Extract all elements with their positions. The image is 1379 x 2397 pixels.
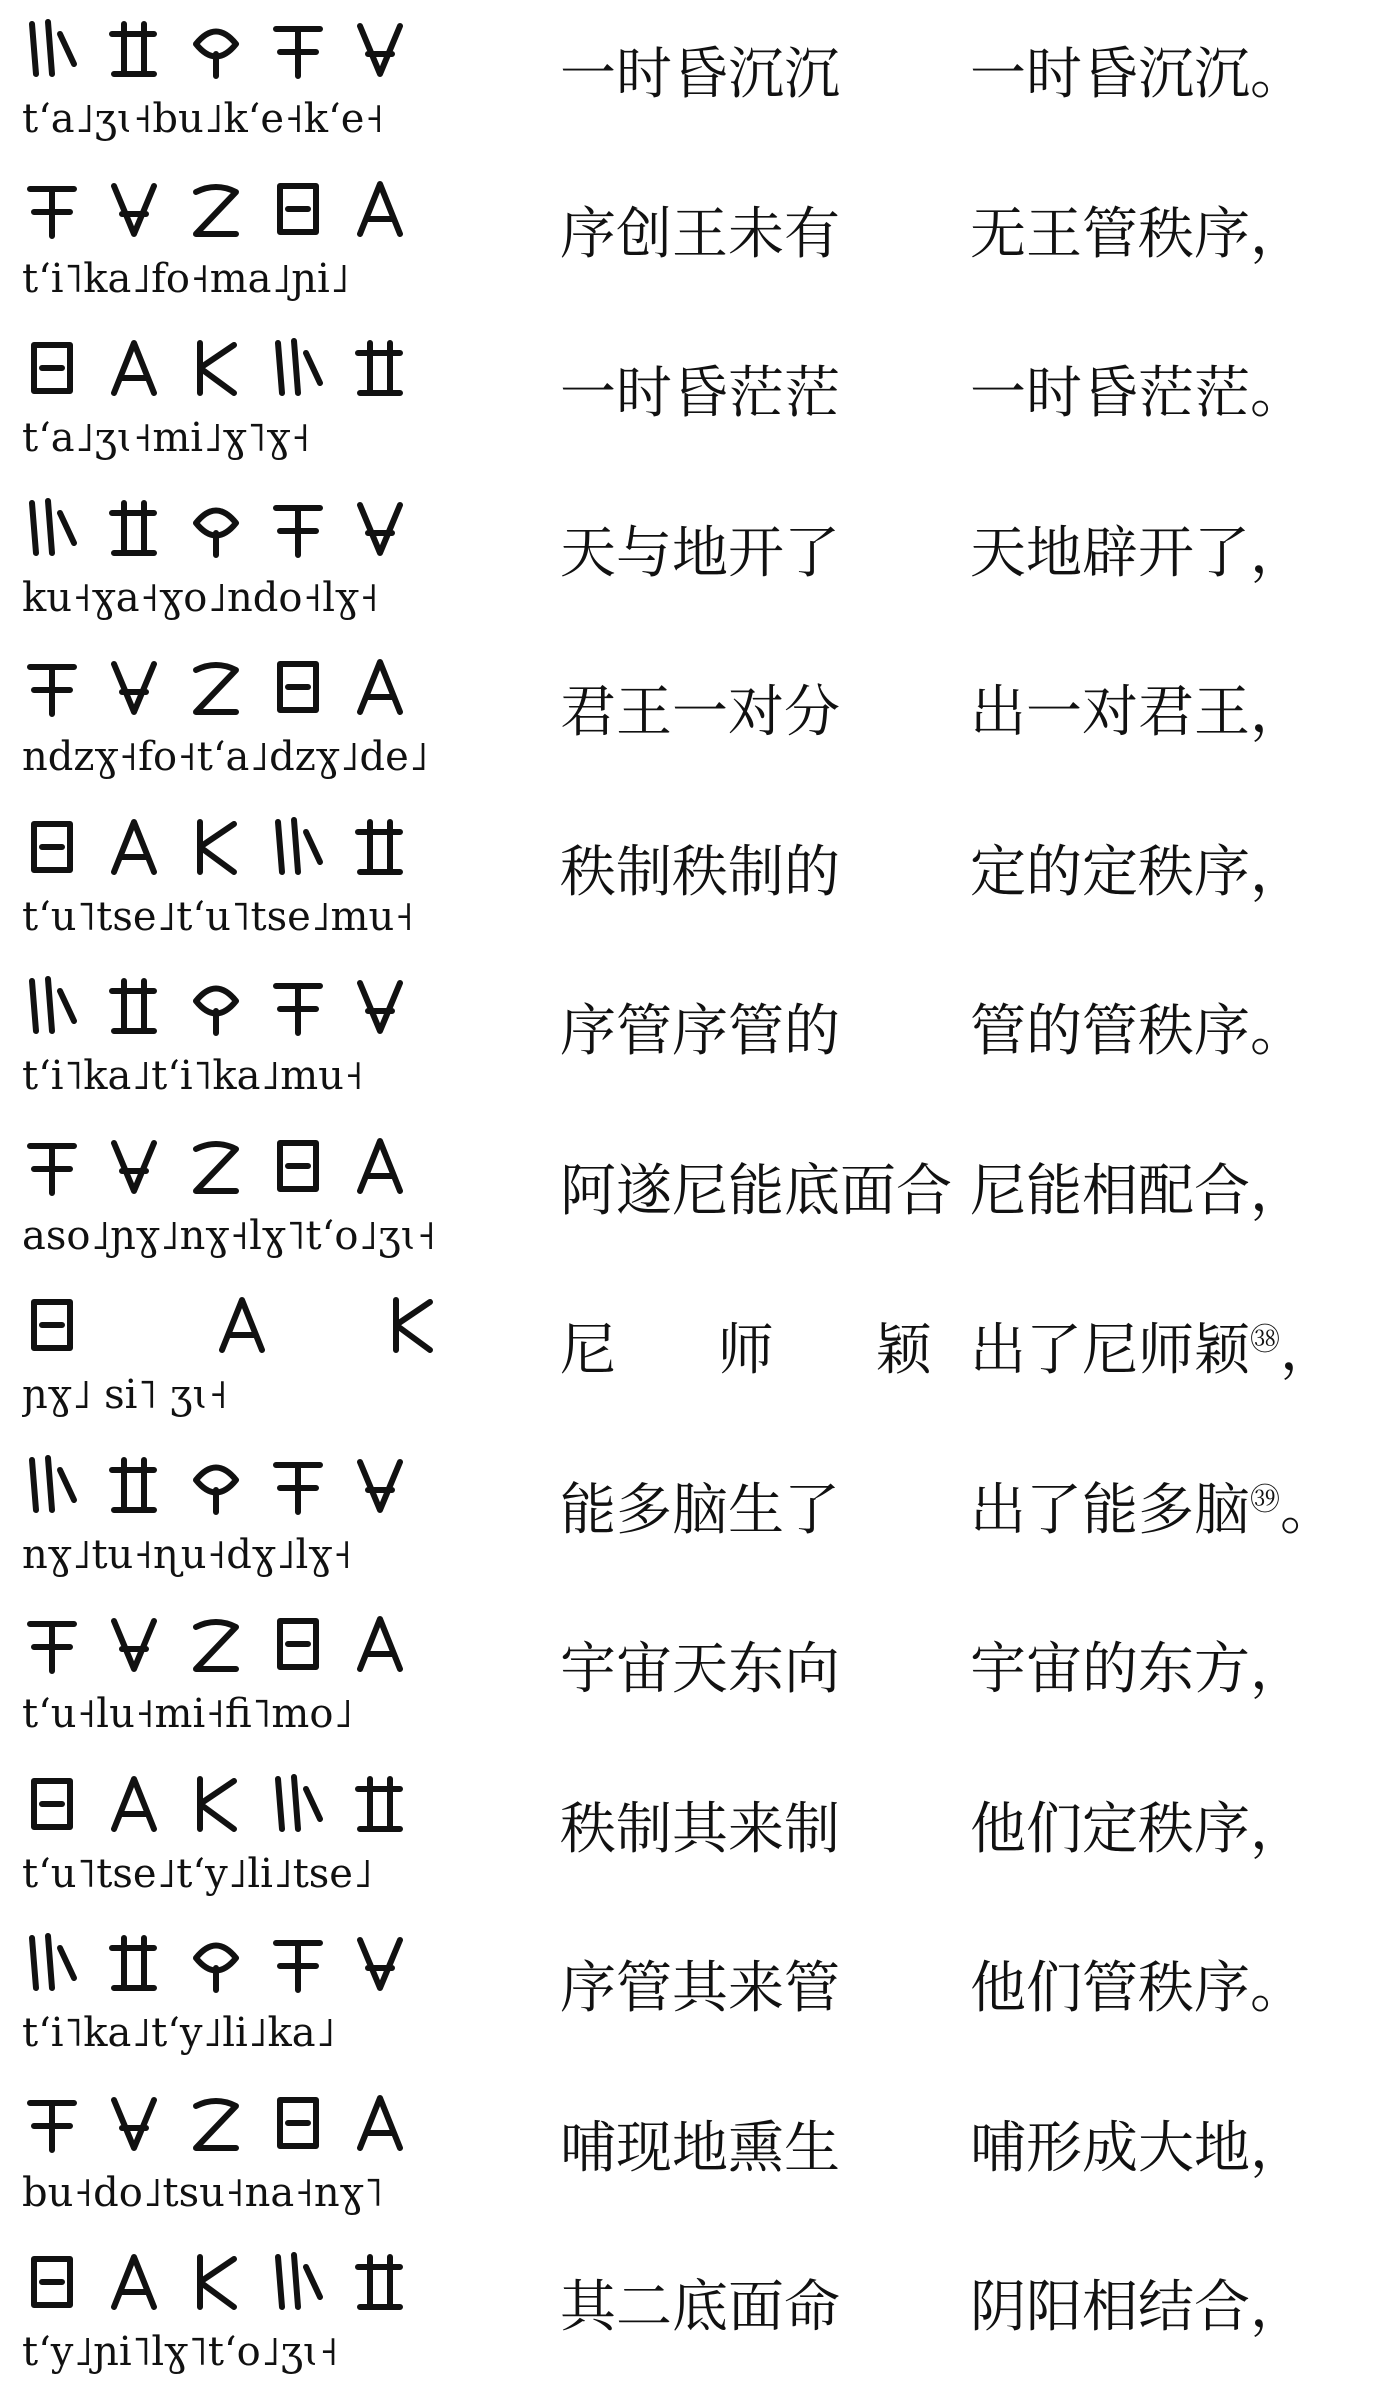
footnote-marker: ㊴ [1250, 1482, 1280, 1518]
yi-glyph-shape [114, 2100, 154, 2148]
translation-line [970, 678, 1370, 748]
yi-glyph-shape [278, 2255, 320, 2307]
translation-line [970, 997, 1370, 1067]
literal-gloss: 阿遂尼能底面合 [560, 1159, 952, 1224]
yi-glyph-shape [114, 1779, 154, 1829]
trailing-punctuation: 。 [1280, 1478, 1336, 1543]
yi-glyph-shape [196, 511, 236, 556]
literal-gloss: 一时昏沉沉 [560, 42, 840, 107]
literal-gloss: 秩制秩制的 [560, 840, 840, 905]
verse-row-6 [0, 798, 1379, 957]
romanization-text: tʻu˥tse˩tʻu˥tse˩mu˧ [22, 894, 414, 940]
yi-glyph-shape [360, 1141, 400, 1191]
translation-line [970, 2273, 1370, 2343]
yi-script-cell [22, 812, 452, 942]
translation-text: 他们管秩序。 [970, 1956, 1306, 2021]
literal-gloss: 尼 师 颖 [560, 1318, 974, 1383]
yi-glyph-shape [360, 1619, 400, 1669]
yi-glyph-shape [114, 186, 154, 234]
yi-glyph-shape [196, 665, 236, 712]
verse-row-5 [0, 638, 1379, 797]
translation-text: 天地辟开了， [970, 521, 1306, 586]
yi-glyph-shape [358, 822, 400, 872]
literal-gloss: 一时昏茫茫 [560, 361, 840, 426]
yi-script-cell [22, 1131, 452, 1261]
yi-glyph-shape [30, 667, 74, 714]
romanization-text: tʻa˩ʒɩ˧bu˩kʻe˧kʻe˧ [22, 96, 385, 142]
verse-row-2 [0, 160, 1379, 319]
yi-glyphs-image [22, 1290, 452, 1420]
translation-line [970, 1954, 1370, 2024]
yi-glyph-shape [196, 1144, 236, 1191]
verse-row-13 [0, 1914, 1379, 2073]
romanization-text: bu˧do˩tsu˧na˧nɣ˥ [22, 2170, 384, 2216]
verse-row-12 [0, 1755, 1379, 1914]
yi-glyph-shape [276, 1465, 320, 1512]
yi-glyph-shape [360, 184, 400, 234]
romanization-text: tʻi˥ka˩tʻi˥ka˩mu˧ [22, 1053, 364, 1099]
yi-script-cell [22, 1290, 452, 1420]
yi-script-cell [22, 333, 452, 463]
literal-gloss: 天与地开了 [560, 521, 840, 586]
yi-glyph-shape [360, 2098, 400, 2148]
translation-text: 尼能相配合， [970, 1159, 1306, 1224]
translation-line [970, 2114, 1370, 2184]
yi-glyphs-image [22, 174, 452, 304]
yi-glyph-shape [196, 2101, 236, 2148]
yi-glyph-shape [112, 981, 154, 1031]
verse-row-11 [0, 1595, 1379, 1754]
literal-gloss: 宇宙天东向 [560, 1637, 840, 1702]
literal-gloss: 秩制其来制 [560, 1797, 840, 1862]
verse-row-9 [0, 1276, 1379, 1435]
yi-glyph-shape [34, 2259, 70, 2305]
yi-script-cell [22, 2088, 452, 2218]
translation-text: 宇宙的东方， [970, 1637, 1306, 1702]
translation-text: 出了能多脑 [970, 1478, 1250, 1543]
translation-text: 他们定秩序， [970, 1797, 1306, 1862]
yi-script-cell [22, 493, 452, 623]
translation-text: 无王管秩序， [970, 202, 1306, 267]
yi-glyph-shape [278, 341, 320, 393]
literal-gloss: 其二底面命 [560, 2275, 840, 2340]
yi-glyph-shape [280, 186, 316, 232]
yi-script-cell [22, 1769, 452, 1899]
verse-row-10 [0, 1436, 1379, 1595]
yi-glyph-shape [196, 1946, 236, 1991]
translation-text: 出了尼师颖 [970, 1318, 1250, 1383]
yi-glyph-shape [114, 2257, 154, 2307]
yi-glyph-shape [276, 1943, 320, 1990]
translation-text: 管的管秩序。 [970, 999, 1306, 1064]
yi-script-cell [22, 14, 452, 144]
yi-script-cell [22, 174, 452, 304]
yi-glyph-shape [360, 505, 400, 553]
romanization-text: tʻu˥tse˩tʻy˩li˩tse˩ [22, 1851, 373, 1897]
verse-row-14 [0, 2074, 1379, 2233]
translation-line [970, 200, 1370, 270]
yi-glyph-shape [280, 2100, 316, 2146]
yi-glyphs-image [22, 812, 452, 942]
verse-row-15 [0, 2233, 1379, 2392]
yi-glyph-shape [200, 822, 234, 872]
translation-line [970, 1316, 1370, 1386]
yi-glyphs-image [22, 971, 452, 1101]
yi-glyph-shape [114, 1621, 154, 1669]
verse-row-8 [0, 1117, 1379, 1276]
yi-glyph-shape [32, 1936, 74, 1988]
yi-script-cell [22, 1928, 452, 2058]
romanization-text: nɣ˩tu˧ɳu˧dɣ˩lɣ˧ [22, 1532, 353, 1578]
yi-glyphs-image [22, 652, 452, 782]
yi-glyph-shape [280, 664, 316, 710]
yi-glyph-shape [32, 1458, 74, 1510]
romanization-text: tʻa˩ʒɩ˧mi˩ɣ˥ɣ˧ [22, 415, 311, 461]
romanization-text: tʻy˩ɲi˥lɣ˥tʻo˩ʒɩ˧ [22, 2329, 339, 2375]
romanization-text: aso˩ɲɣ˩nɣ˧lɣ˥tʻo˩ʒɩ˧ [22, 1213, 437, 1259]
translation-text: 一时昏茫茫。 [970, 361, 1306, 426]
yi-glyph-shape [114, 1143, 154, 1191]
translation-line [970, 1635, 1370, 1705]
yi-glyph-shape [114, 343, 154, 393]
yi-glyph-shape [360, 1462, 400, 1510]
yi-glyph-shape [112, 503, 154, 553]
verse-row-1 [0, 0, 1379, 159]
yi-glyph-shape [32, 22, 74, 74]
yi-glyph-shape [34, 345, 70, 391]
yi-glyph-shape [112, 1460, 154, 1510]
literal-gloss: 哺现地熏生 [560, 2116, 840, 2181]
yi-glyph-shape [396, 1300, 430, 1350]
romanization-text: tʻu˧lu˧mi˧fi˥mo˩ [22, 1691, 354, 1737]
yi-glyphs-image [22, 1131, 452, 1261]
yi-glyph-shape [196, 989, 236, 1034]
yi-glyph-shape [200, 2257, 234, 2307]
yi-glyph-shape [276, 508, 320, 555]
yi-glyph-shape [30, 1146, 74, 1193]
translation-line [970, 1795, 1370, 1865]
yi-glyph-shape [276, 986, 320, 1033]
yi-glyph-shape [280, 1143, 316, 1189]
yi-glyphs-image [22, 1769, 452, 1899]
yi-script-cell [22, 1609, 452, 1739]
romanization-text: tʻi˥ka˩fo˧ma˩ɲi˩ [22, 256, 350, 302]
yi-glyph-shape [196, 1468, 236, 1513]
yi-glyph-shape [114, 664, 154, 712]
translation-text: 一时昏沉沉。 [970, 42, 1306, 107]
translation-text: 哺形成大地， [970, 2116, 1306, 2181]
romanization-text: ndzɣ˧fo˧tʻa˩dzɣ˩de˩ [22, 734, 429, 780]
yi-glyphs-image [22, 2088, 452, 2218]
romanization-text: ku˧ɣa˧ɣo˩ndo˧lɣ˧ [22, 575, 379, 621]
translation-line [970, 838, 1370, 908]
yi-script-cell [22, 1450, 452, 1580]
translation-text: 出一对君王， [970, 680, 1306, 745]
yi-glyph-shape [360, 983, 400, 1031]
footnote-marker: ㊳ [1250, 1322, 1280, 1358]
translation-line [970, 40, 1370, 110]
trailing-punctuation: ， [1280, 1318, 1336, 1383]
yi-glyph-shape [112, 1938, 154, 1988]
yi-glyph-shape [200, 343, 234, 393]
yi-glyph-shape [196, 32, 236, 77]
yi-glyphs-image [22, 14, 452, 144]
yi-glyph-shape [196, 1622, 236, 1669]
translation-line [970, 359, 1370, 429]
yi-glyph-shape [200, 1779, 234, 1829]
yi-glyphs-image [22, 333, 452, 463]
yi-glyph-shape [278, 820, 320, 872]
translation-text: 阴阳相结合， [970, 2275, 1306, 2340]
yi-glyph-shape [114, 822, 154, 872]
yi-glyphs-image [22, 1450, 452, 1580]
translation-line [970, 1476, 1370, 1546]
yi-script-cell [22, 652, 452, 782]
yi-glyph-shape [222, 1300, 262, 1350]
yi-script-cell [22, 2247, 452, 2377]
yi-glyph-shape [276, 29, 320, 76]
romanization-text: tʻi˥ka˩tʻy˩li˩ka˩ [22, 2010, 336, 2056]
yi-glyph-shape [360, 1940, 400, 1988]
yi-glyph-shape [34, 1781, 70, 1827]
yi-glyph-shape [358, 2257, 400, 2307]
yi-glyph-shape [30, 2103, 74, 2150]
literal-gloss: 君王一对分 [560, 680, 840, 745]
yi-glyph-shape [196, 187, 236, 234]
yi-glyph-shape [360, 662, 400, 712]
verse-row-3 [0, 319, 1379, 478]
yi-glyphs-image [22, 493, 452, 623]
yi-glyph-shape [360, 26, 400, 74]
literal-gloss: 序管其来管 [560, 1956, 840, 2021]
yi-glyph-shape [30, 1624, 74, 1671]
yi-glyph-shape [358, 343, 400, 393]
literal-gloss: 序创王未有 [560, 202, 840, 267]
romanization-text: ɲɣ˩ si˥ ʒɩ˧ [22, 1372, 228, 1418]
yi-glyphs-image [22, 1609, 452, 1739]
yi-glyph-shape [30, 189, 74, 236]
yi-glyph-shape [34, 824, 70, 870]
yi-glyph-shape [278, 1777, 320, 1829]
yi-glyph-shape [34, 1302, 70, 1348]
translation-text: 定的定秩序， [970, 840, 1306, 905]
literal-gloss: 序管序管的 [560, 999, 840, 1064]
verse-row-4 [0, 479, 1379, 638]
yi-glyph-shape [32, 501, 74, 553]
yi-glyph-shape [32, 979, 74, 1031]
yi-glyphs-image [22, 2247, 452, 2377]
yi-glyph-shape [358, 1779, 400, 1829]
yi-glyph-shape [112, 24, 154, 74]
yi-script-cell [22, 971, 452, 1101]
literal-gloss: 能多脑生了 [560, 1478, 840, 1543]
yi-glyphs-image [22, 1928, 452, 2058]
translation-line [970, 519, 1370, 589]
verse-row-7 [0, 957, 1379, 1116]
yi-glyph-shape [280, 1621, 316, 1667]
translation-line [970, 1157, 1370, 1227]
